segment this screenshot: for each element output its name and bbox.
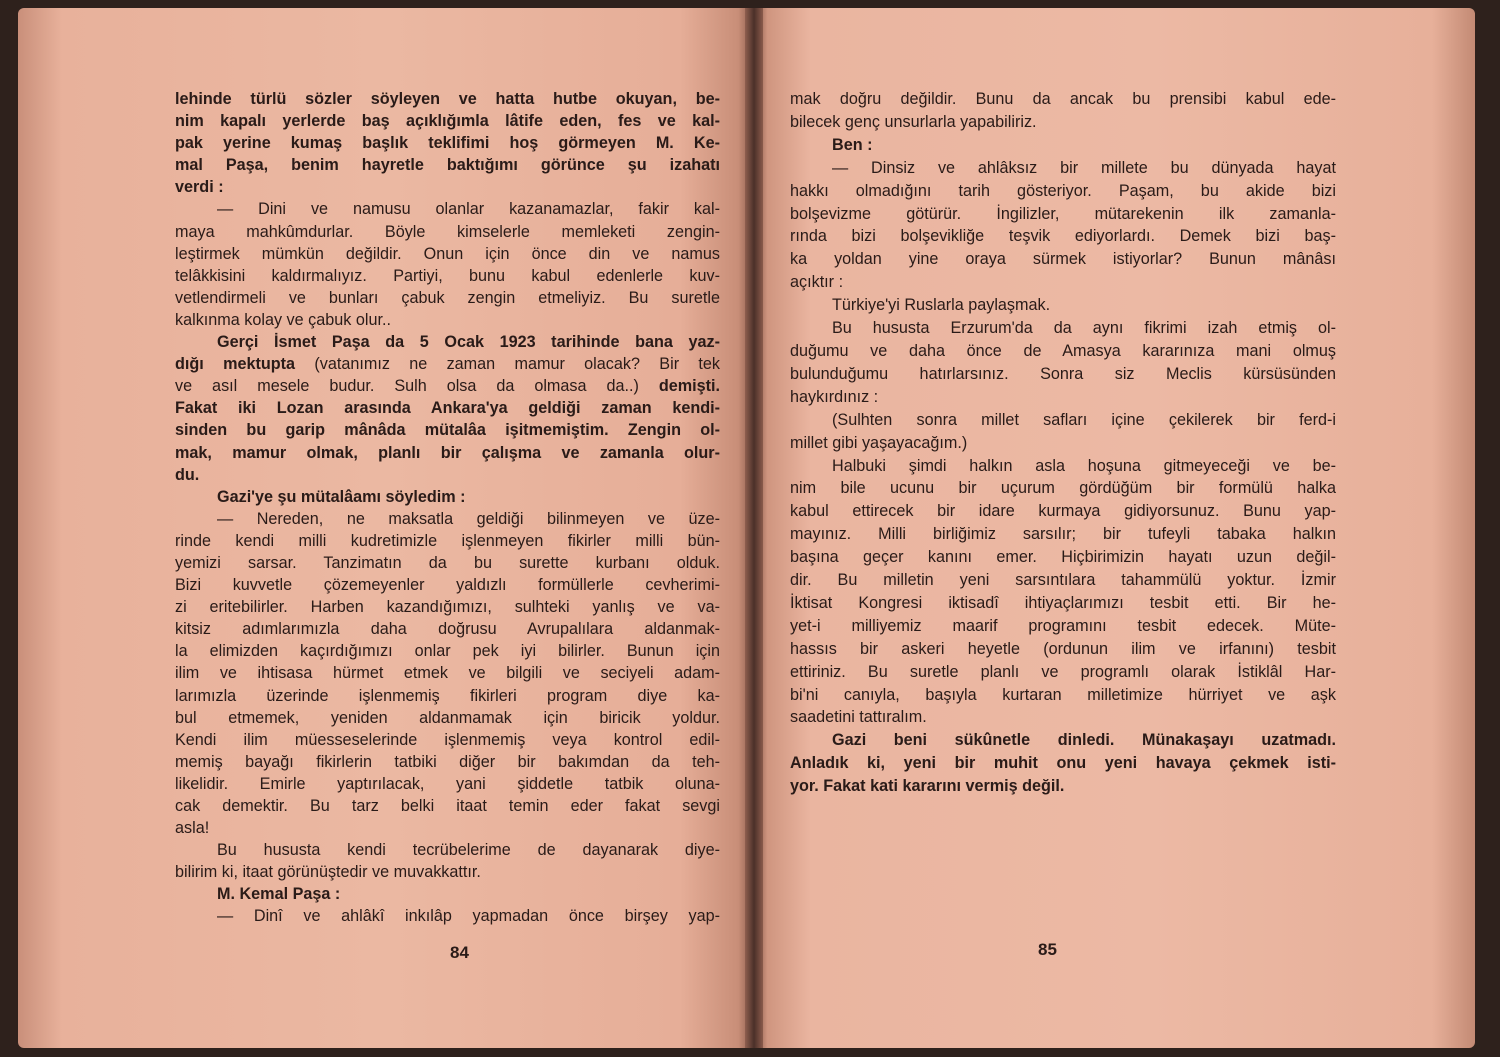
text-line — [790, 248, 1336, 271]
text-line — [790, 729, 1336, 752]
bold-text: Gazi'ye şu mütalâamı söyledim : — [217, 487, 466, 506]
text-line — [790, 455, 1336, 478]
text-line — [790, 752, 1336, 775]
body-text: ettiriniz. Bu suretle planlı ve programlı olarak İstiklâl Har- — [790, 662, 1336, 681]
text-line — [175, 442, 720, 464]
bold-text: demişti. — [658, 377, 720, 396]
body-text: bilirim ki, itaat görünüştedir ve muvakkattır. — [175, 863, 481, 882]
text-line — [175, 530, 720, 552]
text-line — [175, 353, 720, 375]
body-text: nim bile ucunu bir uçurum gördüğüm bir formülü halka — [790, 479, 1336, 498]
text-line — [790, 477, 1336, 500]
bold-text: verdi : — [175, 178, 224, 197]
body-text: cak demektir. Bu tarz belki itaat temin eder fakat sevgi — [175, 797, 720, 815]
text-line — [790, 271, 1336, 294]
text-line — [175, 198, 720, 220]
body-text: mayınız. Milli birliğimiz sarsılır; bir tufeyli tabaka halkın — [790, 525, 1336, 544]
body-text: ilim ve ihtisasa hürmet etmek ve bilgili ve seciyeli adam- — [175, 664, 720, 683]
text-line — [175, 375, 720, 397]
body-text: bulunduğumu hatırlarsınız. Sonra siz Meclis kürsüsünden — [790, 364, 1336, 383]
body-text: — Dinî ve ahlâkî inkılâp yapmadan önce birşey yap- — [217, 907, 720, 926]
text-line — [175, 552, 720, 574]
text-line — [790, 706, 1336, 729]
text-line — [175, 132, 720, 154]
body-text: kabul ettirecek bir idare kurmaya gidiyorsunuz. Bunu yap- — [790, 502, 1336, 521]
text-line — [175, 640, 720, 662]
body-text: Halbuki şimdi halkın asla hoşuna gitmeyeceği ve be- — [832, 456, 1336, 475]
text-line — [175, 508, 720, 530]
body-text: leştirmek mümkün değildir. Onun için önce din ve namus — [175, 244, 720, 263]
text-line — [790, 294, 1336, 317]
text-line — [175, 773, 720, 795]
text-line — [175, 265, 720, 287]
text-line — [790, 203, 1336, 226]
body-text: bilecek genç unsurlarla yapabiliriz. — [790, 112, 1037, 131]
text-line — [175, 795, 720, 817]
text-line — [790, 523, 1336, 546]
body-text: açıktır : — [790, 273, 844, 292]
bold-text: M. Kemal Paşa : — [217, 885, 341, 904]
bold-text: du. — [175, 465, 200, 484]
text-line — [790, 363, 1336, 386]
body-text: rinde kendi milli kudretimizle işlenmeyen fikirler milli bün- — [175, 531, 720, 550]
text-line — [175, 221, 720, 243]
text-line — [790, 157, 1336, 180]
body-text: yemizi sarsar. Tanzimatın da bu surette kurbanı olduk. — [175, 553, 720, 572]
text-line — [790, 88, 1336, 111]
body-text: Kendi ilim müesseselerinde işlenmemiş veya kontrol edil- — [175, 730, 720, 749]
body-text: başına geçer kanını emer. Hiçbirimizin hayatı uzun değil- — [790, 548, 1336, 567]
text-line — [790, 340, 1336, 363]
text-line — [175, 243, 720, 265]
body-text: İktisat Kongresi iktisadî ihtiyaçlarımızı tesbit etti. Bir he- — [790, 593, 1336, 612]
bold-text: yor. Fakat kati kararını vermiş değil. — [790, 777, 1065, 796]
body-text: haykırdınız : — [790, 387, 879, 406]
text-line — [790, 775, 1336, 798]
body-text: kalkınma kolay ve çabuk olur.. — [175, 310, 391, 329]
body-text: asla! — [175, 819, 210, 838]
body-text: Türkiye'yi Ruslarla paylaşmak. — [832, 296, 1051, 315]
body-text: rında bizi bolşevikliğe teşvik ediyorlardı. Demek bizi baş- — [790, 227, 1336, 246]
text-line — [175, 154, 720, 176]
bold-text: lehinde türlü sözler söyleyen ve hatta hutbe okuyan, be- — [175, 90, 720, 108]
bold-text: Anladık ki, yeni bir muhit onu yeni havaya çekmek isti- — [790, 754, 1336, 773]
text-line — [790, 546, 1336, 569]
body-text: saadetini tattıralım. — [790, 708, 927, 727]
text-line — [790, 569, 1336, 592]
text-line — [790, 615, 1336, 638]
body-text: vetlendirmeli ve bunları çabuk zengin etmeliyiz. Bu suretle — [175, 288, 720, 307]
body-text: duğumu ve daha önce de Amasya kararınıza mani olmuş — [790, 341, 1336, 360]
text-line — [175, 839, 720, 861]
body-text: likelidir. Emirle yaptırılacak, yani şiddetle tatbik oluna- — [175, 774, 720, 793]
bold-text: Ben : — [832, 135, 873, 154]
body-text: ka yoldan yine oraya sürmek istiyorlar? Bunun mânâsı — [790, 250, 1336, 269]
body-text: Bizi kuvvetle çözemeyenler yaldızlı formüllerle cevherimi- — [175, 576, 720, 595]
body-text: — Dinsiz ve ahlâksız bir millete bu dünyada hayat — [832, 158, 1336, 177]
text-line — [790, 432, 1336, 455]
body-text: mak doğru değildir. Bunu da ancak bu prensibi kabul ede- — [790, 90, 1336, 108]
text-line — [175, 419, 720, 441]
body-text: dir. Bu milletin yeni sarsıntılara tahammülü yoktur. İzmir — [790, 571, 1336, 590]
body-text: telâkkisini kaldırmalıyız. Partiyi, bunu kabul edenlerle kuv- — [175, 266, 720, 285]
text-line — [790, 500, 1336, 523]
text-line — [790, 317, 1336, 340]
text-line — [790, 409, 1336, 432]
text-line — [175, 596, 720, 618]
text-line — [175, 618, 720, 640]
page-number-left: 84 — [450, 943, 469, 962]
text-line — [790, 684, 1336, 707]
bold-text: mal Paşa, benim hayretle baktığımı görünce şu izahatı — [175, 156, 720, 175]
text-line — [175, 110, 720, 132]
body-text: maya mahkûmdurlar. Böyle kimselerle memleketi zengin- — [175, 222, 720, 241]
body-text: ve asıl mesele budur. Sulh olsa da olmasa da..) — [175, 377, 659, 396]
text-line — [175, 861, 720, 883]
body-text: larımızla üzerinde işlenmemiş fikirleri program diye ka- — [175, 686, 720, 705]
text-line — [790, 134, 1336, 157]
text-line — [790, 661, 1336, 684]
body-text: memiş bayağı fikirlerin tatbiki diğer bir bakımdan da teh- — [175, 752, 720, 771]
body-text: la elimizden kaçırdığımızı onlar pek iyi bilirler. Bunun için — [175, 642, 720, 661]
body-text: zi eritebilirler. Harben kazandığımızı, sulhteki yanlış ve va- — [175, 598, 720, 617]
bold-text: Gerçi İsmet Paşa da 5 Ocak 1923 tarihinde bana yaz- — [217, 333, 720, 352]
text-line — [175, 331, 720, 353]
text-line — [175, 751, 720, 773]
bold-text: pak yerine kumaş başlık teklifimi hoş görmeyen M. Ke- — [175, 134, 720, 153]
bold-text: mak, mamur olmak, planlı bir çalışma ve zamanla olur- — [175, 443, 720, 462]
text-line — [790, 225, 1336, 248]
bold-text: sinden bu garip mânâda mütalâa işitmemiştim. Zengin ol- — [175, 421, 720, 440]
body-text: — Nereden, ne maksatla geldiği bilinmeyen ve üze- — [217, 509, 720, 528]
text-line — [175, 817, 720, 839]
body-text: kitsiz adımlarımızla daha doğrusu Avrupalılara aldanmak- — [175, 620, 720, 639]
text-line — [790, 386, 1336, 409]
body-text: bolşevizme götürür. İngilizler, mütarekenin ilk zamanla- — [790, 204, 1336, 223]
text-line — [175, 685, 720, 707]
text-line — [175, 729, 720, 751]
text-line — [175, 486, 720, 508]
right-page-text — [790, 88, 1336, 798]
text-line — [790, 111, 1336, 134]
text-line — [175, 662, 720, 684]
body-text: Bu hususta Erzurum'da da aynı fikrimi izah etmiş ol- — [832, 319, 1336, 338]
book-spine — [745, 8, 763, 1048]
text-line — [175, 707, 720, 729]
text-line — [175, 309, 720, 331]
text-line — [790, 180, 1336, 203]
body-text: millet gibi yaşayacağım.) — [790, 433, 968, 452]
body-text: (vatanımız ne zaman mamur olacak? Bir tek — [295, 355, 720, 374]
body-text: hassıs bir askeri heyetle (ordunun ilim ve irfanını) tesbit — [790, 639, 1336, 658]
body-text: (Sulhten sonra millet safları içine çekilerek bir ferd-i — [832, 410, 1336, 429]
text-line — [175, 883, 720, 905]
text-line — [175, 397, 720, 419]
body-text: bi'ni canıyla, başıyla kurtaran milletimize hürriyet ve aşk — [790, 685, 1336, 704]
bold-text: Gazi beni sükûnetle dinledi. Münakaşayı uzatmadı. — [832, 731, 1336, 750]
text-line — [175, 88, 720, 110]
text-line — [175, 905, 720, 927]
body-text: hakkı olmadığını tarih gösteriyor. Paşam, bu akide bizi — [790, 181, 1336, 200]
left-page-text — [175, 88, 720, 928]
body-text: — Dini ve namusu olanlar kazanamazlar, fakir kal- — [217, 200, 720, 219]
bold-text: nim kapalı yerlerde baş açıklığımla lâtife eden, fes ve kal- — [175, 112, 720, 131]
bold-text: dığı mektupta — [175, 355, 296, 374]
body-text: Bu hususta kendi tecrübelerime de dayanarak diye- — [217, 841, 720, 860]
text-line — [790, 592, 1336, 615]
text-line — [790, 638, 1336, 661]
text-line — [175, 287, 720, 309]
body-text: yet-i milliyemiz maarif programını tesbit edecek. Müte- — [790, 616, 1336, 635]
text-line — [175, 176, 720, 198]
bold-text: Fakat iki Lozan arasında Ankara'ya geldiği zaman kendi- — [175, 399, 720, 418]
body-text: bul etmemek, yeniden aldanmamak için biricik yoldur. — [175, 708, 720, 727]
page-number-right: 85 — [1038, 940, 1057, 959]
text-line — [175, 464, 720, 486]
text-line — [175, 574, 720, 596]
